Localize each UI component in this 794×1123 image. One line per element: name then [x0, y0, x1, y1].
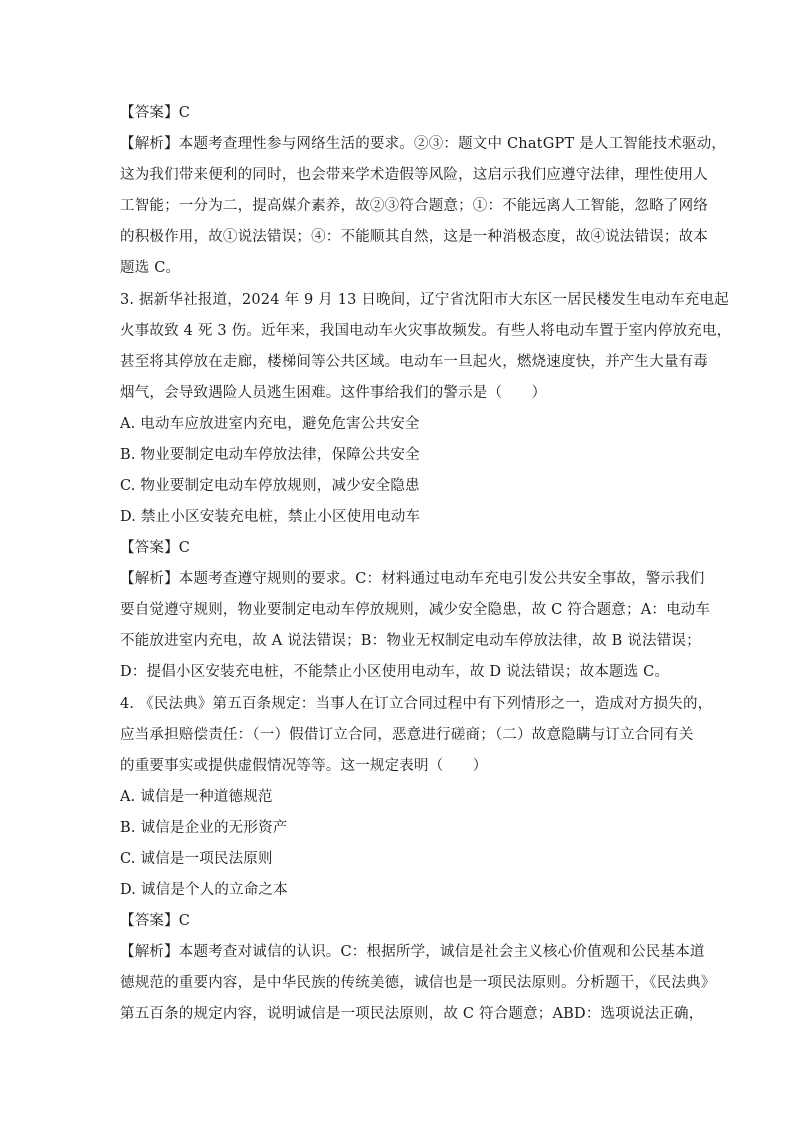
explanation-line: 要自觉遵守规则，物业要制定电动车停放规则，减少安全隐患，故 C 符合题意；A：电动车 — [120, 602, 711, 618]
question-3-stem: 火事故致 4 死 3 伤。近年来，我国电动车火灾事故频发。有些人将电动车置于室内停放充电， — [120, 323, 732, 339]
explanation-line: 题选 C。 — [120, 260, 181, 276]
explanation-line: 的积极作用，故①说法错误；④：不能顺其自然，这是一种消极态度，故④说法错误；故本 — [120, 229, 708, 245]
question-4-option-b: B. 诚信是企业的无形资产 — [120, 820, 288, 836]
answer-label: 【答案】C — [120, 913, 191, 929]
question-3-stem: 烟气，会导致遇险人员逃生困难。这件事给我们的警示是（ ） — [120, 385, 547, 401]
question-4-stem: 的重要事实或提供虚假情况等等。这一规定表明（ ） — [120, 758, 488, 774]
answer-label: 【答案】C — [120, 105, 191, 121]
question-3-option-c: C. 物业要制定电动车停放规则，减少安全隐患 — [120, 478, 420, 494]
explanation-line: 这为我们带来便利的同时，也会带来学术造假等风险，这启示我们应遵守法律，理性使用人 — [120, 167, 708, 183]
question-3-option-d: D. 禁止小区安装充电桩，禁止小区使用电动车 — [120, 509, 421, 525]
question-3-stem: 3. 据新华社报道，2024 年 9 月 13 日晚间，辽宁省沈阳市大东区一居民楼发生电动车充电起 — [120, 292, 729, 308]
explanation-line: D：提倡小区安装充电桩，不能禁止小区使用电动车，故 D 说法错误；故本题选 C。 — [120, 664, 670, 680]
question-3-option-b: B. 物业要制定电动车停放法律，保障公共安全 — [120, 447, 420, 463]
explanation-line: 【解析】本题考查遵守规则的要求。C：材料通过电动车充电引发公共安全事故，警示我们 — [120, 571, 705, 587]
question-4-option-d: D. 诚信是个人的立命之本 — [120, 882, 288, 898]
explanation-line: 第五百条的规定内容，说明诚信是一项民法原则，故 C 符合题意；ABD：选项说法正确， — [120, 1006, 704, 1022]
question-4-option-a: A. 诚信是一种道德规范 — [120, 789, 273, 805]
question-4-stem: 4. 《民法典》第五百条规定：当事人在订立合同过程中有下列情形之一，造成对方损失的， — [120, 696, 713, 712]
explanation-line: 德规范的重要内容，是中华民族的传统美德，诚信也是一项民法原则。分析题干，《民法典》 — [120, 975, 716, 991]
question-3-stem: 甚至将其停放在走廊，楼梯间等公共区域。电动车一旦起火，燃烧速度快，并产生大量有毒 — [120, 354, 708, 370]
explanation-line: 【解析】本题考查理性参与网络生活的要求。②③：题文中 ChatGPT 是人工智能技术驱动， — [120, 136, 727, 152]
question-4-stem: 应当承担赔偿责任：（一）假借订立合同，恶意进行磋商；（二）故意隐瞒与订立合同有关 — [120, 727, 694, 743]
explanation-line: 不能放进室内充电，故 A 说法错误；B：物业无权制定电动车停放法律，故 B 说法错误； — [120, 633, 701, 649]
explanation-line: 【解析】本题考查对诚信的认识。C：根据所学，诚信是社会主义核心价值观和公民基本道 — [120, 944, 705, 960]
explanation-line: 工智能；一分为二，提高媒介素养，故②③符合题意；①：不能远离人工智能，忽略了网络 — [120, 198, 708, 214]
answer-label: 【答案】C — [120, 540, 191, 556]
question-4-option-c: C. 诚信是一项民法原则 — [120, 851, 273, 867]
question-3-option-a: A. 电动车应放进室内充电，避免危害公共安全 — [120, 416, 420, 432]
